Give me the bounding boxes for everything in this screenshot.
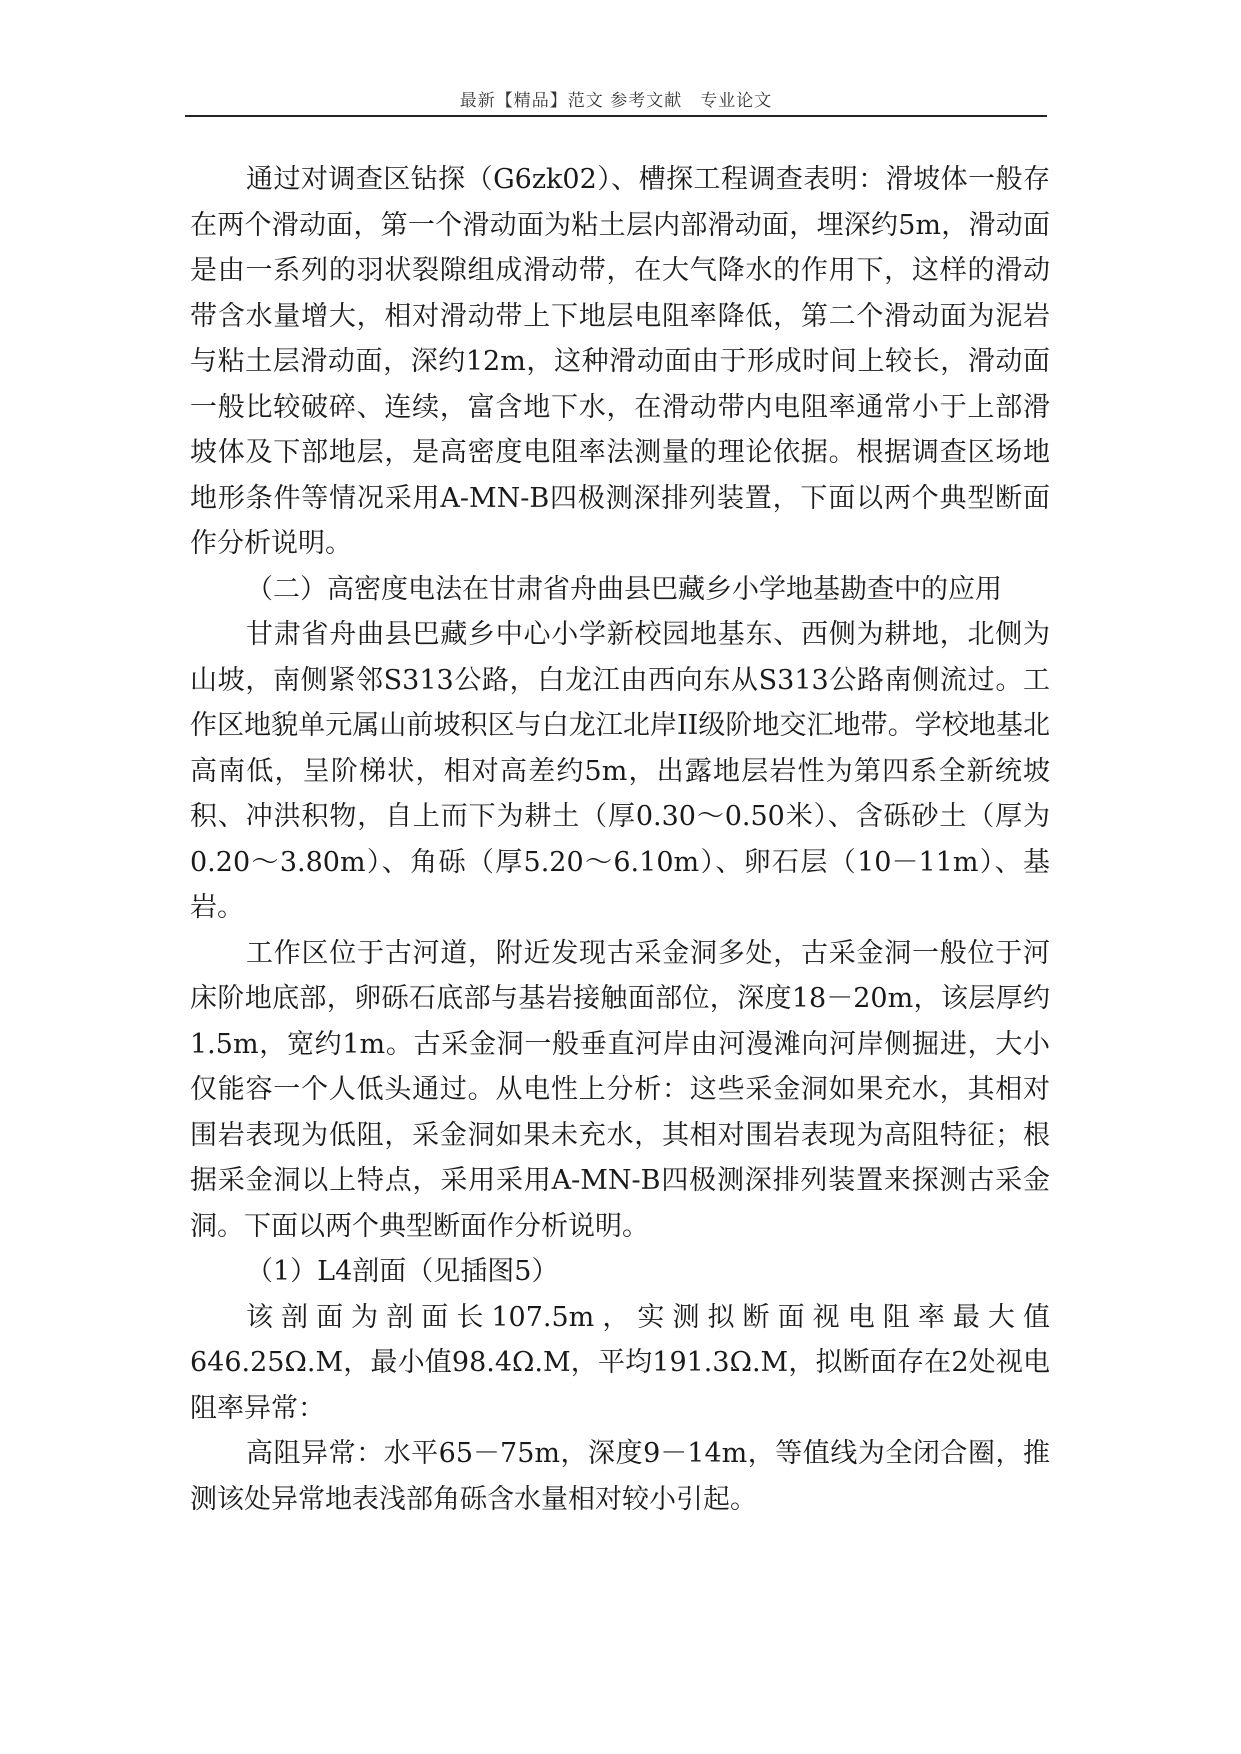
paragraph-l4-resistivity: 该剖面为剖面长107.5m，实测拟断面视电阻率最大值646.25Ω.M，最小值98.4Ω.M，平均191.3Ω.M，拟断面存在2处视电阻率异常： [190, 1301, 1050, 1424]
header-divider [185, 115, 1047, 117]
page-header: 最新【精品】范文 参考文献 专业论文 [459, 91, 773, 111]
paragraph-gold-caves: 工作区位于古河道，附近发现古采金洞多处，古采金洞一般位于河床阶地底部，卵砾石底部与基岩接触面部位，深度18－20m，该层厚约1.5m，宽约1m。古采金洞一般垂直河岸由河漫滩向河岸侧掘进，大小仅能容一个人低头通过。从电性上分析：这些采金洞如果充水，其相对围岩表现为低阻，采金洞如果未充水，其相对围岩表现为高阻特征；根据采金洞以上特点，采用采用A-MN-B四极测深排列装置来探测古采金洞。下面以两个典型断面作分析说明。 [190, 937, 1050, 1242]
section-heading-2: （二）高密度电法在甘肃省舟曲县巴藏乡小学地基勘查中的应用 [246, 573, 1002, 605]
document-body [190, 157, 1050, 1522]
paragraph-sliding-surfaces: 通过对调查区钻探（G6zk02）、槽探工程调查表明：滑坡体一般存在两个滑动面，第一个滑动面为粘土层内部滑动面，埋深约5m，滑动面是由一系列的羽状裂隙组成滑动带，在大气降水的作用下，这样的滑动带含水量增大，相对滑动带上下地层电阻率降低，第二个滑动面为泥岩与粘土层滑动面，深约12m，这种滑动面由于形成时间上较长，滑动面一般比较破碎、连续，富含地下水，在滑动带内电阻率通常小于上部滑坡体及下部地层，是高密度电阻率法测量的理论依据。根据调查区场地地形条件等情况采用A-MN-B四极测深排列装置，下面以两个典型断面作分析说明。 [190, 164, 1050, 559]
paragraph-site-geology: 甘肃省舟曲县巴藏乡中心小学新校园地基东、西侧为耕地，北侧为山坡，南侧紧邻S313公路，白龙江由西向东从S313公路南侧流过。工作区地貌单元属山前坡积区与白龙江北岸II级阶地交汇地带。学校地基北高南低，呈阶梯状，相对高差约5m，出露地层岩性为第四系全新统坡积、冲洪积物，自上而下为耕土（厚0.30～0.50米）、含砾砂土（厚为0.20～3.80m）、角砾（厚5.20～6.10m）、卵石层（10－11m）、基岩。 [190, 619, 1050, 923]
paragraph-high-resistivity-anomaly: 高阻异常：水平65－75m，深度9－14m，等值线为全闭合圈，推测该处异常地表浅部角砾含水量相对较小引起。 [190, 1438, 1050, 1515]
subheading-l4-profile: （1）L4剖面（见插图5） [246, 1256, 559, 1287]
